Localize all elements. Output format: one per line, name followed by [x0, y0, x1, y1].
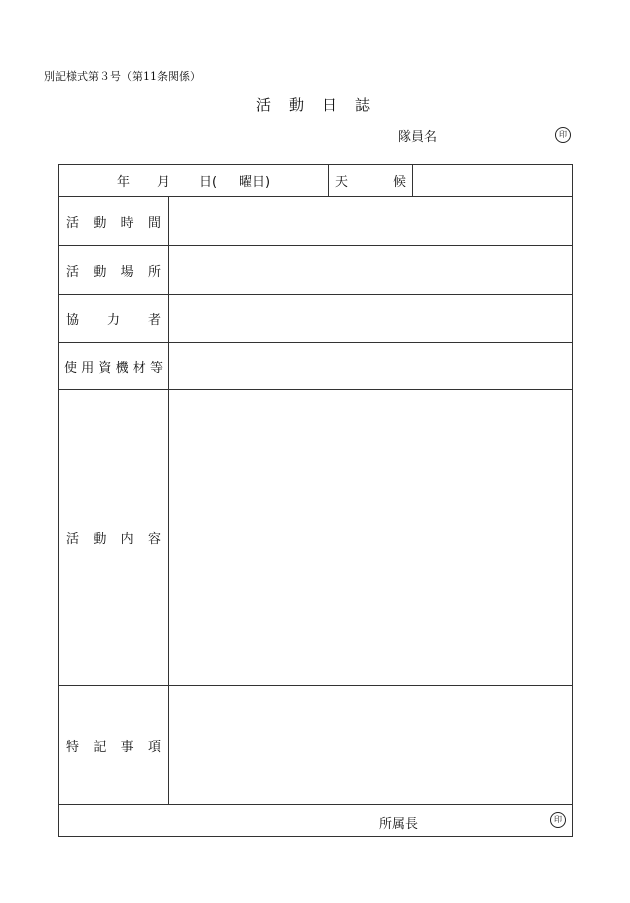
- collaborator-field[interactable]: [169, 295, 573, 343]
- activity-place-field[interactable]: [169, 246, 573, 295]
- table-row: [59, 197, 573, 246]
- supervisor-label: 所属長: [379, 817, 419, 832]
- table-row: [59, 295, 573, 343]
- row-label: [59, 686, 169, 805]
- supervisor-cell[interactable]: [59, 805, 573, 837]
- activity-time-label: 活 動 時 間: [66, 215, 161, 231]
- weather-value-cell[interactable]: [413, 165, 573, 197]
- date-cell[interactable]: [59, 165, 329, 197]
- weekday-label: 曜日): [239, 175, 271, 190]
- table-row: [59, 246, 573, 295]
- equipment-field[interactable]: [169, 343, 573, 390]
- weather-label: 天 候: [335, 175, 407, 190]
- footer-row: [59, 805, 573, 837]
- row-label: [59, 390, 169, 686]
- weather-label-cell: [329, 165, 413, 197]
- day-label: 日(: [199, 175, 218, 190]
- seal-mark: 印: [550, 812, 566, 828]
- member-name-label: 隊員名: [398, 130, 438, 145]
- collaborator-label: 協 力 者: [66, 313, 161, 328]
- activity-content-field[interactable]: [169, 390, 573, 686]
- table-row: [59, 390, 573, 686]
- row-label: [59, 197, 169, 246]
- activity-time-field[interactable]: [169, 197, 573, 246]
- table-row: [59, 686, 573, 805]
- activity-content-label: 活 動 内 容: [66, 532, 161, 547]
- row-label: [59, 295, 169, 343]
- special-notes-label: 特 記 事 項: [66, 739, 161, 755]
- month-label: 月: [157, 175, 171, 190]
- page-title: 活動日誌: [255, 96, 388, 114]
- date-row: [59, 165, 573, 197]
- form-reference: 別記様式第３号（第11条関係）: [44, 70, 201, 83]
- table-row: [59, 343, 573, 390]
- seal-mark: 印: [555, 127, 571, 143]
- activity-log-table: [58, 164, 573, 837]
- row-label: [59, 343, 169, 390]
- equipment-label: 使 用 資 機 材 等: [64, 360, 163, 376]
- activity-place-label: 活 動 場 所: [66, 264, 161, 280]
- year-label: 年: [117, 175, 131, 190]
- special-notes-field[interactable]: [169, 686, 573, 805]
- row-label: [59, 246, 169, 295]
